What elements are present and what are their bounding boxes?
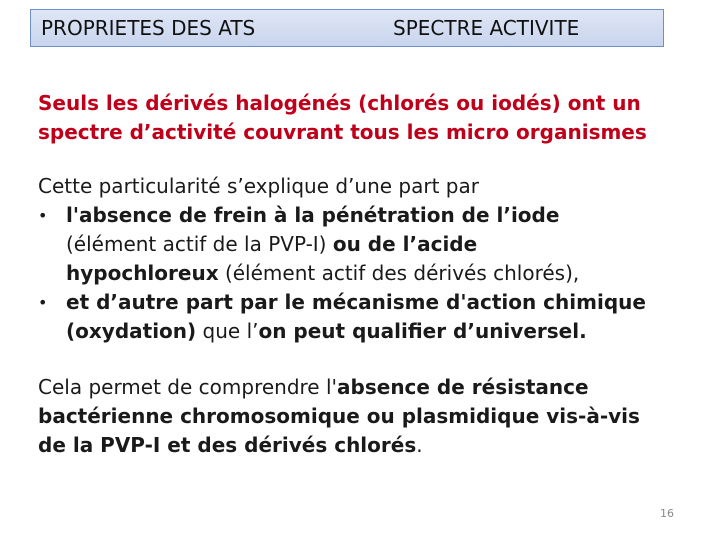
conclusion-bold-2: bactérienne chromosomique ou plasmidique vis-à-vis (38, 404, 640, 428)
bullet2-bold-2: (oxydation) (66, 319, 197, 343)
explanation-block (38, 172, 708, 346)
bullet2-normal-1: que l’ (196, 319, 259, 343)
bullet1-bold-3: hypochloreux (66, 261, 219, 285)
bullet1-normal-1: (élément actif de la PVP-I) (66, 232, 333, 256)
conclusion-normal-2: . (416, 433, 423, 457)
conclusion-normal-1: Cela permet de comprendre l' (38, 375, 338, 399)
bullet-dot-icon: • (38, 206, 48, 225)
intro-line-1: Seuls les dérivés halogénés (chlorés ou iodés) ont un (38, 91, 641, 115)
explanation-lead: Cette particularité s’explique d’une part par (38, 174, 479, 198)
bullet1-bold-1: l'absence de frein à la pénétration de l’iode (66, 203, 560, 227)
bullet-item-2 (38, 288, 708, 346)
bullet1-bold-2: ou de l’acide (332, 232, 478, 256)
bullet2-bold-3: on peut qualifier d’universel. (258, 319, 587, 343)
bullet2-bold-1: et d’autre part par le mécanisme d'action chimique (66, 290, 646, 314)
bullet1-normal-2: (élément actif des dérivés chlorés), (218, 261, 580, 285)
conclusion-block (38, 373, 708, 460)
header-right-title: SPECTRE ACTIVITE (393, 16, 580, 40)
slide-header (30, 9, 664, 47)
conclusion-bold-1: absence de résistance (337, 375, 589, 399)
slide-number: 16 (660, 507, 674, 520)
intro-line-2: spectre d’activité couvrant tous les micro organismes (38, 120, 647, 144)
intro-statement (38, 89, 708, 147)
bullet-dot-icon: • (38, 293, 48, 312)
bullet-item-1 (38, 201, 708, 288)
conclusion-bold-3: de la PVP-I et des dérivés chlorés (38, 433, 417, 457)
header-left-title: PROPRIETES DES ATS (41, 16, 256, 40)
